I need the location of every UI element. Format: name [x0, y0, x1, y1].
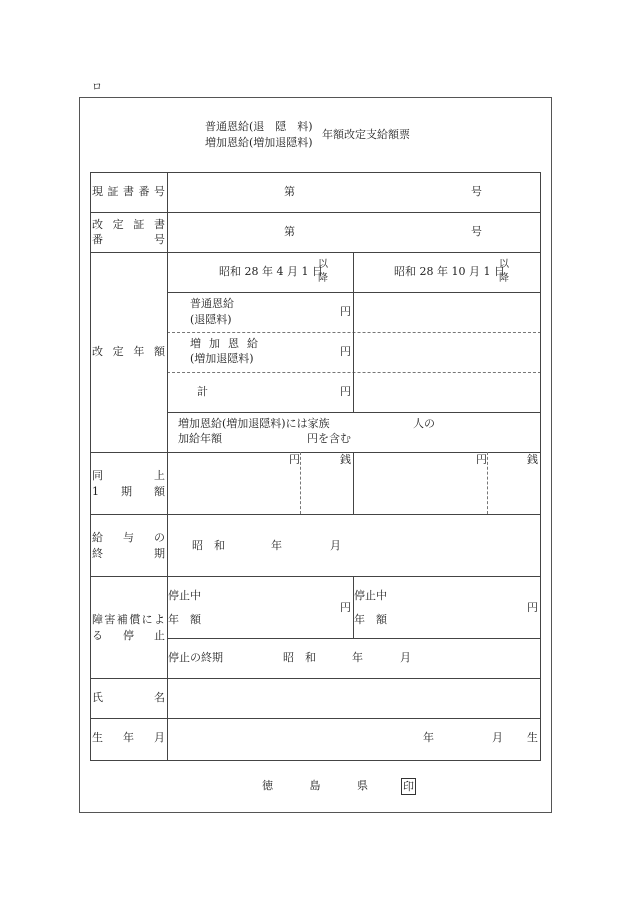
birth-year: 年	[423, 731, 434, 744]
revised-amount-label: 改定年額	[92, 345, 165, 358]
table-rule	[90, 452, 541, 453]
table-rule-dashed	[167, 372, 541, 373]
table-rule-dashed-yen-sen	[300, 452, 301, 514]
birth-born: 生	[527, 731, 538, 744]
table-rule	[90, 576, 541, 577]
added-pension-line1: 増加恩給	[190, 337, 258, 350]
table-rule	[90, 212, 541, 213]
revised-cert-go: 号	[471, 225, 482, 238]
suspension-status-left: 停止中	[168, 589, 201, 602]
current-cert-go: 号	[471, 185, 482, 198]
suspension-end-month: 月	[400, 651, 411, 664]
family-note-line2-suffix: 円を含む	[307, 432, 351, 445]
added-pension-line2: (増加退隠料)	[190, 352, 254, 365]
table-rule-dashed	[167, 332, 541, 333]
installment-yen-right: 円	[476, 453, 487, 466]
period1-suffix-top: 以	[318, 259, 328, 270]
family-note-line1-prefix: 増加恩給(増加退隠料)には家族	[178, 417, 330, 430]
current-cert-label: 現証書番号	[92, 185, 165, 198]
suspension-status-right: 停止中	[354, 589, 387, 602]
suspension-end-label: 停止の終期	[168, 651, 223, 664]
suspension-yen-left: 円	[340, 601, 351, 614]
suspension-label-line1: 障害補償によ	[92, 613, 165, 626]
period2-suffix-bottom: 降	[499, 273, 509, 284]
table-rule-top	[90, 172, 541, 173]
salary-end-month: 月	[330, 539, 341, 552]
table-rule	[167, 638, 541, 639]
table-rule	[90, 718, 541, 719]
table-rule-bottom	[90, 760, 541, 761]
salary-end-year: 年	[271, 539, 282, 552]
table-rule	[167, 412, 541, 413]
period2-suffix	[499, 258, 509, 286]
table-rule-dashed-yen-sen	[487, 452, 488, 514]
period2-date: 昭和 28 年 10 月 1 日	[394, 265, 505, 278]
installment-yen-left: 円	[289, 453, 300, 466]
title-suffix: 年額改定支給額票	[322, 128, 410, 141]
table-rule	[90, 252, 541, 253]
seal-stamp-box	[401, 778, 416, 795]
suspension-annual-left: 年 額	[168, 613, 201, 626]
total-label: 計	[197, 385, 208, 398]
installment-label-line2: 1期額	[92, 485, 165, 498]
ordinary-pension-line2: (退隠料)	[190, 313, 232, 326]
added-pension-yen: 円	[340, 345, 351, 358]
title-line1: 普通恩給(退 隠 料)	[205, 120, 313, 133]
revised-cert-label-line2: 番号	[92, 233, 165, 246]
suspension-label-line2: る停止	[92, 629, 165, 642]
table-rule-mid	[353, 252, 354, 412]
table-rule-mid	[353, 452, 354, 514]
period1-suffix-bottom: 降	[318, 273, 328, 284]
seal-label: 印	[403, 780, 414, 793]
ordinary-pension-yen: 円	[340, 305, 351, 318]
table-rule	[90, 514, 541, 515]
ordinary-pension-line1: 普通恩給	[190, 297, 234, 310]
name-label: 氏名	[92, 691, 165, 704]
suspension-yen-right: 円	[527, 601, 538, 614]
suspension-annual-right: 年 額	[354, 613, 387, 626]
title-line2: 増加恩給(増加退隠料)	[205, 136, 313, 149]
current-cert-dai: 第	[284, 185, 295, 198]
period2-suffix-top: 以	[499, 259, 509, 270]
salary-end-label-line1: 給与の	[92, 531, 165, 544]
suspension-end-era: 昭 和	[283, 651, 316, 664]
table-rule-mid	[353, 576, 354, 638]
table-rule	[167, 292, 541, 293]
revised-cert-label-line1: 改定証書	[92, 218, 165, 231]
total-yen: 円	[340, 385, 351, 398]
table-rule-right	[540, 172, 541, 760]
family-note-line2-prefix: 加給年額	[178, 432, 222, 445]
installment-sen-right: 銭	[527, 453, 538, 466]
revised-cert-dai: 第	[284, 225, 295, 238]
period1-suffix	[318, 258, 328, 286]
salary-end-label-line2: 終期	[92, 547, 165, 560]
suspension-end-year: 年	[352, 651, 363, 664]
salary-end-era: 昭 和	[192, 539, 225, 552]
table-rule-label-col	[167, 172, 168, 760]
birth-month: 月	[492, 731, 503, 744]
issuer-prefecture: 徳島県	[262, 779, 368, 792]
period1-date: 昭和 28 年 4 月 1 日	[219, 265, 323, 278]
corner-mark: ロ	[92, 82, 102, 93]
family-note-line1-suffix: 人の	[413, 417, 435, 430]
installment-sen-left: 銭	[340, 453, 351, 466]
table-rule	[90, 678, 541, 679]
table-rule-left	[90, 172, 91, 760]
birth-label: 生年月	[92, 731, 165, 744]
installment-label-line1: 同上	[92, 469, 165, 482]
